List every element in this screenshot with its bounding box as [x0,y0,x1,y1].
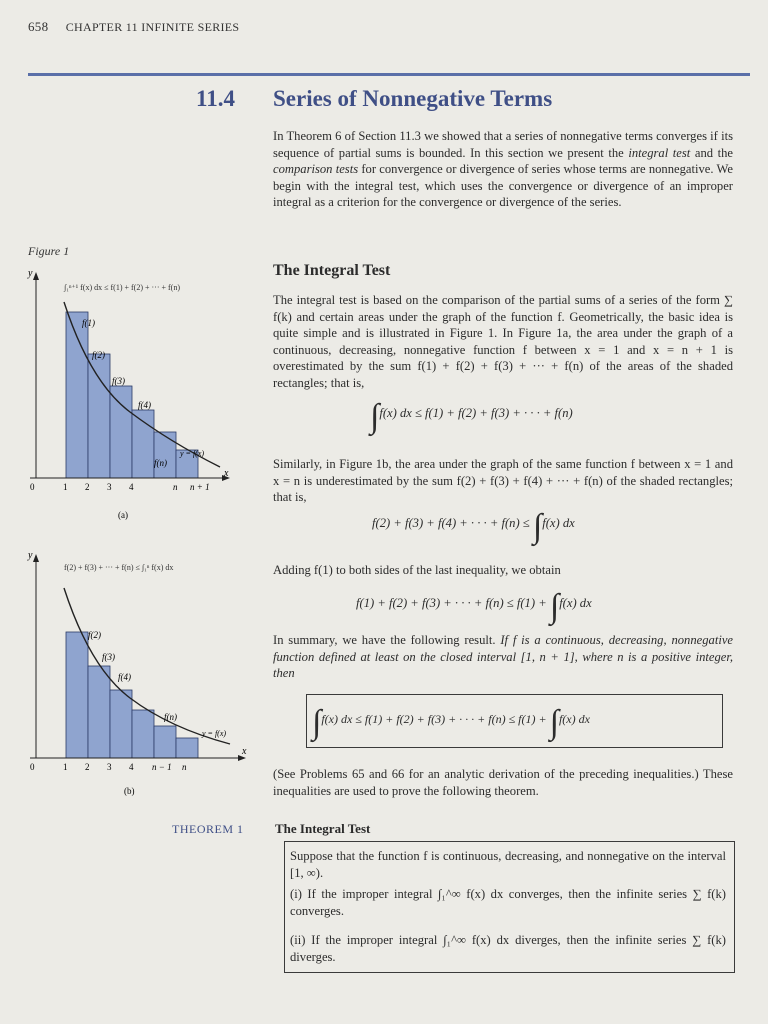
label-b-f2: f(2) [88,630,101,640]
figure-label: Figure 1 [28,244,70,258]
theorem-tag: THEOREM 1 [172,822,244,836]
equation-4: ∫f(x) dx ≤ f(1) + f(2) + f(3) + · · · + f(n) ≤ f(1) + ∫f(x) dx [312,704,590,741]
annotation-b: f(2) + f(3) + ··· + f(n) ≤ ∫₁ⁿ f(x) dx [64,563,174,572]
equation-2-left: f(2) + f(3) + f(4) + · · · + f(n) ≤ [372,516,530,530]
intro-text-1: In Theorem 6 of Section 11.3 we showed that a series of nonnegative terms converges if its sequence of partial sums is bounded. In this section we present the [273,129,733,160]
header-rule [28,73,750,76]
rect-b3 [110,690,132,758]
label-b-fn: f(n) [164,712,177,722]
tick-2: 2 [85,482,90,492]
equation-4-right: f(x) dx [558,712,590,726]
label-b-f4: f(4) [118,672,131,682]
rect-b1 [66,632,88,758]
intro-em-integral-test: integral test [628,145,691,160]
axis-x-label: x [224,468,229,479]
rect-5 [154,432,176,478]
rect-b6 [176,738,198,758]
annotation-a: ∫₁ⁿ⁺¹ f(x) dx ≤ f(1) + f(2) + ··· + f(n) [64,283,181,292]
tick-b-4: 4 [129,762,134,772]
theorem-title: The Integral Test [275,821,371,836]
summary-text: In summary, we have the following result. [273,633,501,647]
caption-a: (a) [118,510,128,520]
figure-1a [20,262,260,522]
equation-3: f(1) + f(2) + f(3) + · · · + f(n) ≤ f(1) + ∫f(x) dx [356,588,592,625]
tick-b-n: n [182,762,187,772]
equation-3-left: f(1) + f(2) + f(3) + · · · + f(n) ≤ f(1) + [356,596,547,610]
figure-1b [20,548,260,798]
tick-b-3: 3 [107,762,112,772]
equation-3-right: f(x) dx [559,596,592,610]
theorem-intro: Suppose that the function f is continuous, decreasing, and nonnegative on the interval [1, ∞). [290,849,726,880]
tick-0: 0 [30,482,35,492]
tick-b-n-minus-1: n − 1 [152,762,172,772]
caption-b: (b) [124,786,135,796]
tick-b-2: 2 [85,762,90,772]
figure-1a-rectangles [66,312,198,478]
rect-4 [132,410,154,478]
integral-test-p5: (See Problems 65 and 66 for an analytic derivation of the preceding inequalities.) These inequalities are used to prove the following theorem. [273,767,733,798]
section-number: 11.4 [196,86,235,111]
integral-test-heading: The Integral Test [273,262,391,279]
tick-1: 1 [63,482,68,492]
label-b-f3: f(3) [102,652,115,662]
integral-test-p4 [273,632,733,682]
intro-paragraph [273,128,733,211]
tick-4: 4 [129,482,134,492]
integral-test-p3: Adding f(1) to both sides of the last inequality, we obtain [273,563,561,577]
axis-y-label: y [28,268,33,279]
integral-test-p2: Similarly, in Figure 1b, the area under the graph of the same function f between x = 1 and x = n is underestimated by the sum f(2) + f(3) + f(4) + ··· + f(n) of the shaded rectangles; that is, [273,457,733,505]
tick-n: n [173,482,178,492]
theorem-part-ii: (ii) If the improper integral ∫₁^∞ f(x) dx diverges, then the infinite series ∑ f(k) diverges. [290,933,726,964]
label-f4: f(4) [138,400,151,410]
label-f1: f(1) [82,318,95,328]
tick-b-1: 1 [63,762,68,772]
section-title: Series of Nonnegative Terms [273,86,553,111]
equation-4-left: f(x) dx ≤ f(1) + f(2) + f(3) + · · · + f(n) ≤ f(1) + [321,712,547,726]
rect-3 [110,386,132,478]
equation-1: ∫f(x) dx ≤ f(1) + f(2) + f(3) + · · · + f(n) [370,398,573,435]
running-title: CHAPTER 11 INFINITE SERIES [65,20,240,34]
equation-1-text: f(x) dx ≤ f(1) + f(2) + f(3) + · · · + f(n) [379,406,573,420]
label-b-yfx: y = f(x) [202,729,227,738]
equation-2: f(2) + f(3) + f(4) + · · · + f(n) ≤ ∫f(x) dx [372,508,575,545]
label-f3: f(3) [112,376,125,386]
intro-text-2: and the [690,145,734,160]
axis-x-label-b: x [242,746,247,757]
rect-2 [88,354,110,478]
axis-y-label-b: y [28,550,33,561]
rect-b5 [154,726,176,758]
running-head [28,19,239,35]
intro-text-3: for convergence or divergence of series whose terms are nonnegative. We begin with the integral test, which uses the convergence or divergence of an improper integral as a criterion for the convergence or divergence of the series. [273,162,733,210]
page-number: 658 [28,19,49,34]
rect-b4 [132,710,154,758]
label-yfx: y = f(x) [180,449,205,458]
tick-n-plus-1: n + 1 [190,482,210,492]
integral-test-p1: The integral test is based on the comparison of the partial sums of a series of the form ∑ f(k) and certain areas under the graph of the function f. Geometrically, the basic idea is quite simple and is illustrated in Figure 1. In Figure 1a, the area under the graph of a continuous, decreasing, nonnegative function f between x = 1 and x = n + 1 is overestimated by the sum f(1) + f(2) + f(3) + ··· + f(n) of the areas of the shaded rectangles; that is, [273,293,733,390]
tick-3: 3 [107,482,112,492]
tick-b-0: 0 [30,762,35,772]
label-fn: f(n) [154,458,167,468]
summary-em: If f is a continuous, decreasing, nonnegative function defined at least on the closed interval [1, n + 1], where n is a positive integer, then [273,633,733,681]
figure-1b-rectangles [66,632,198,758]
equation-2-right: f(x) dx [542,516,575,530]
label-f2: f(2) [92,350,105,360]
theorem-part-i: (i) If the improper integral ∫₁^∞ f(x) dx converges, then the infinite series ∑ f(k) converges. [290,887,726,918]
rect-b2 [88,666,110,758]
intro-em-comparison-tests: comparison tests [273,162,359,177]
